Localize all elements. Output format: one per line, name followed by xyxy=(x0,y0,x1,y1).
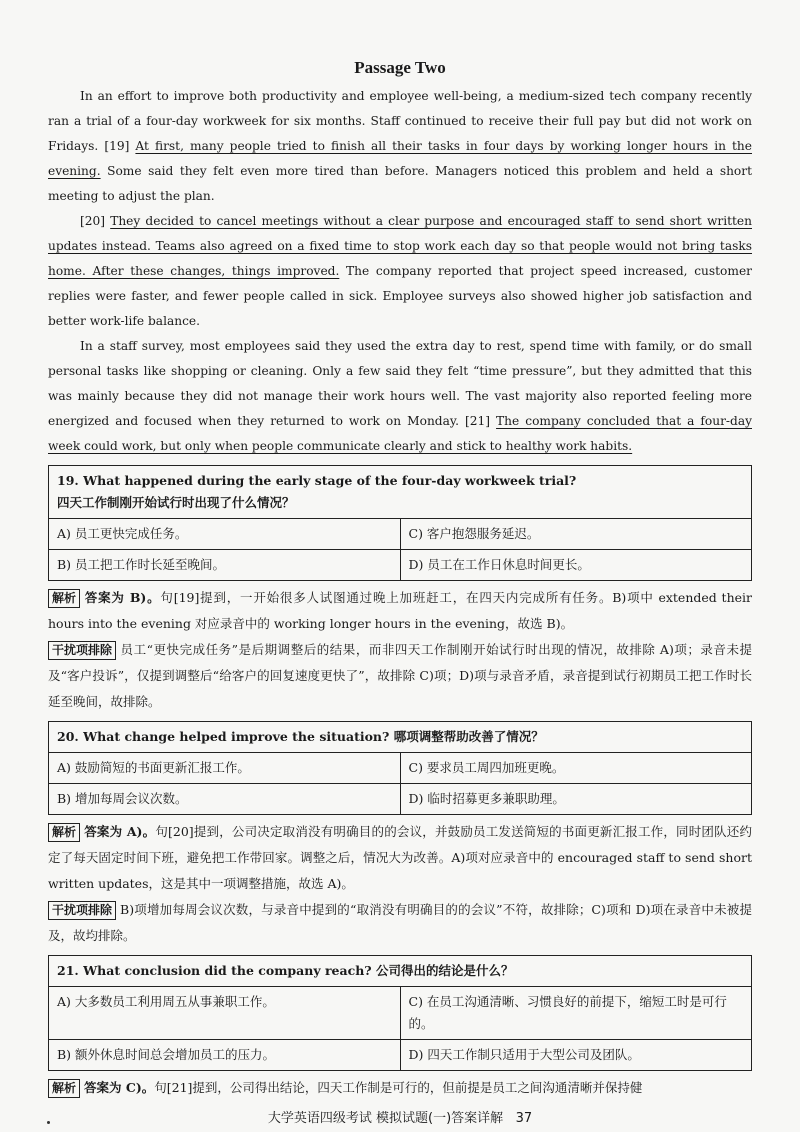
explanation-19 xyxy=(48,585,752,715)
analysis-tag: 解析 xyxy=(48,1079,80,1098)
option-d: D) 员工在工作日休息时间更长。 xyxy=(400,550,752,581)
underlined-sentence-21: The company concluded that a four-day week could work, but only when people communicate clearly and stick to healthy work habits. xyxy=(48,414,752,453)
answer: 答案为 C)。 xyxy=(84,1080,155,1095)
question-19-table xyxy=(48,465,752,581)
text: In a staff survey, most employees said they used the extra day to rest, spend time with family, or do small personal tasks like shopping or cleaning. Only a few said they felt “time pressure”, but they admitted that this was mainly because they did not manage their work hours well. The vast majority also reported feeling more energized and focused when they returned to work on Monday. [21] xyxy=(48,339,752,428)
text: Some said they felt even more tired than before. Managers noticed this problem and held a short meeting to adjust the plan. xyxy=(48,164,752,203)
distractor-text: 员工“更快完成任务”是后期调整后的结果，而非四天工作制刚开始试行时出现的情况，故排除 A)项；录音未提及“客户投诉”，仅提到调整后“给客户的回复速度更快了”，故排除 C)项；D)项与录音矛盾，录音提到试行初期员工把工作时长延至晚间，故排除。 xyxy=(48,642,752,709)
analysis-text: 句[21]提到，公司得出结论，四天工作制是可行的，但前提是员工之间沟通清晰并保持健 xyxy=(154,1080,643,1095)
underlined-sentence-19: At first, many people tried to finish all their tasks in four days by working longer hours in the evening. xyxy=(48,139,752,178)
page xyxy=(48,50,752,1101)
question-21-table xyxy=(48,955,752,1071)
option-a: A) 员工更快完成任务。 xyxy=(49,519,401,550)
question-20-stem: 20. What change helped improve the situation? 哪项调整帮助改善了情况？ xyxy=(49,722,752,753)
analysis-tag: 解析 xyxy=(48,823,80,842)
analysis-text: 句[20]提到，公司决定取消没有明确目的的会议，并鼓励员工发送简短的书面更新汇报工作，同时团队还约定了每天固定时间下班，避免把工作带回家。调整之后，情况大为改善。A)项对应录音中的 encouraged staff to send short written updates，这是其中一项调整措施，故选 A)。 xyxy=(48,824,752,891)
option-a: A) 鼓励简短的书面更新汇报工作。 xyxy=(49,753,401,784)
page-number: 37 xyxy=(515,1111,533,1126)
passage-paragraph-1 xyxy=(48,84,752,209)
distractor-tag: 干扰项排除 xyxy=(48,641,116,660)
text: In an effort to improve both productivity and employee well-being, a medium-sized tech company recently ran a trial of a four-day workweek for six months. Staff continued to receive their full pay but did not work on Fridays. [19] xyxy=(48,89,752,153)
passage-title: Passage Two xyxy=(354,58,446,77)
scan-mark xyxy=(47,1121,50,1124)
underlined-sentence-20: They decided to cancel meetings without a clear purpose and encouraged staff to send short written updates instead. Teams also agreed on a fixed time to stop work each day so that people would not bring tasks home. After these changes, things improved. xyxy=(48,214,752,278)
option-d: D) 临时招募更多兼职助理。 xyxy=(400,784,752,815)
distractor-tag: 干扰项排除 xyxy=(48,901,116,920)
explanation-20 xyxy=(48,819,752,949)
option-a: A) 大多数员工利用周五从事兼职工作。 xyxy=(49,987,401,1040)
option-b: B) 增加每周会议次数。 xyxy=(49,784,401,815)
text: The company reported that project speed increased, customer replies were faster, and fewer people called in sick. Employee surveys also showed higher job satisfaction and better work-life balance. xyxy=(48,264,752,328)
question-text-cn: 四天工作制刚开始试行时出现了什么情况？ xyxy=(57,495,295,510)
option-c: C) 要求员工周四加班更晚。 xyxy=(400,753,752,784)
option-b: B) 额外休息时间总会增加员工的压力。 xyxy=(49,1040,401,1071)
footer-title: 大学英语四级考试 模拟试题(一)答案详解 xyxy=(267,1111,504,1126)
passage-paragraph-2 xyxy=(48,209,752,334)
page-footer xyxy=(0,1107,800,1126)
analysis-tag: 解析 xyxy=(48,589,80,608)
option-d: D) 四天工作制只适用于大型公司及团队。 xyxy=(400,1040,752,1071)
analysis-text: 句[19]提到，一开始很多人试图通过晚上加班赶工，在四天内完成所有任务。B)项中 extended their hours into the evening 对应录音中的 working longer hours in the evening，故选 B)。 xyxy=(48,590,752,631)
text: [20] xyxy=(80,214,111,228)
answer: 答案为 A)。 xyxy=(84,824,156,839)
distractor-text: B)项增加每周会议次数，与录音中提到的“取消没有明确目的的会议”不符，故排除；C)项和 D)项在录音中未被提及，故均排除。 xyxy=(48,902,752,943)
question-21-stem: 21. What conclusion did the company reach? 公司得出的结论是什么？ xyxy=(49,956,752,987)
question-text: 19. What happened during the early stage of the four-day workweek trial? xyxy=(57,473,577,488)
question-20-table xyxy=(48,721,752,815)
answer: 答案为 B)。 xyxy=(84,590,161,605)
question-19-stem xyxy=(49,466,752,519)
option-b: B) 员工把工作时长延至晚间。 xyxy=(49,550,401,581)
option-c: C) 客户抱怨服务延迟。 xyxy=(400,519,752,550)
passage-paragraph-3 xyxy=(48,334,752,459)
explanation-21 xyxy=(48,1075,752,1101)
option-c: C) 在员工沟通清晰、习惯良好的前提下，缩短工时是可行的。 xyxy=(400,987,752,1040)
